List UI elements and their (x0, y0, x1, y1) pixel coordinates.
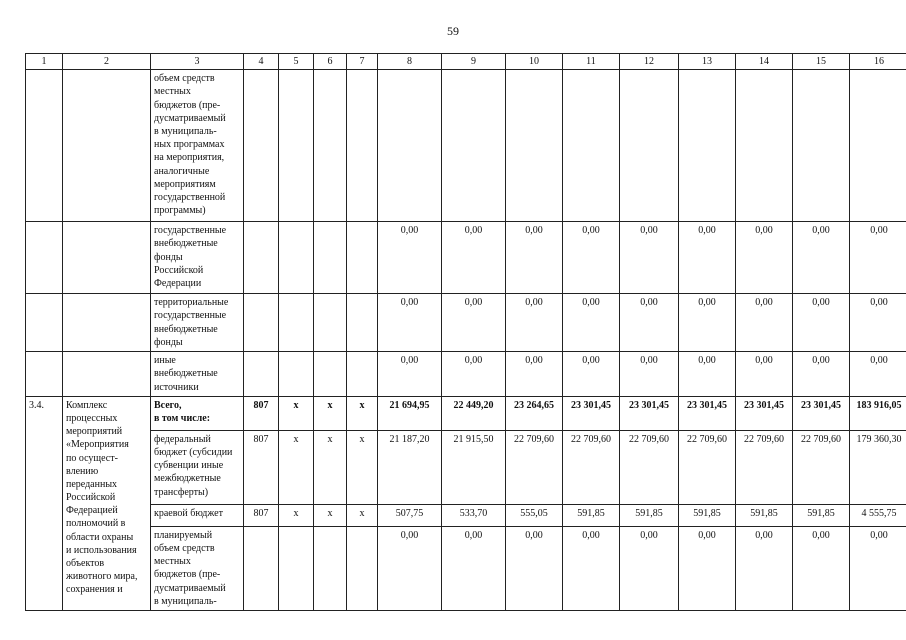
cell-source-line: внебюджетные (154, 238, 218, 250)
cell-source-line: межбюджетные (154, 473, 221, 485)
cell-source-line: аналогичные (154, 165, 210, 177)
cell-value: 22 709,60 (620, 430, 679, 504)
header-cell-1: 1 (26, 54, 63, 70)
cell-value: 591,85 (736, 504, 793, 526)
cell-value: 0,00 (793, 526, 850, 610)
cell-value: 0,00 (793, 352, 850, 397)
cell-number (26, 222, 63, 294)
cell-name (63, 222, 151, 294)
cell-source-line: объем средств (154, 542, 215, 554)
header-cell-12: 12 (620, 54, 679, 70)
cell-code (347, 70, 378, 222)
cell-source-line: Российской (154, 264, 204, 276)
cell-value: 0,00 (563, 352, 620, 397)
cell-source-line: планируемый (154, 529, 213, 541)
group-name-line: животного мира, (66, 571, 138, 583)
cell-source-line: на мероприятия, (154, 152, 225, 164)
cell-value (793, 70, 850, 222)
cell-value: 0,00 (506, 352, 563, 397)
cell-source-line: дусматриваемый (154, 112, 226, 124)
cell-code (279, 294, 314, 352)
header-cell-10: 10 (506, 54, 563, 70)
cell-value: 4 555,75 (850, 504, 906, 526)
cell-value: 22 709,60 (563, 430, 620, 504)
table-row (26, 294, 906, 352)
cell-source-line: местных (154, 86, 191, 98)
cell-value: 21 694,95 (378, 396, 442, 430)
cell-source-line: источники (154, 381, 199, 393)
group-name-line: процессных (66, 412, 118, 424)
header-cell-7: 7 (347, 54, 378, 70)
header-cell-16: 16 (850, 54, 906, 70)
cell-value: 0,00 (620, 526, 679, 610)
cell-type-code: х (347, 504, 378, 526)
cell-source-line: государственные (154, 310, 227, 322)
cell-source (151, 396, 244, 430)
cell-admin-code: 807 (244, 504, 279, 526)
group-name-line: переданных (66, 478, 118, 490)
cell-source-line: объем средств (154, 73, 215, 85)
table-row (26, 352, 906, 397)
cell-source-line: иные (154, 355, 176, 367)
cell-code (314, 70, 347, 222)
cell-value: 22 449,20 (442, 396, 506, 430)
cell-value: 23 301,45 (793, 396, 850, 430)
cell-value: 0,00 (736, 222, 793, 294)
header-cell-8: 8 (378, 54, 442, 70)
cell-source (151, 504, 244, 526)
cell-value (378, 70, 442, 222)
group-name-line: полномочий в (66, 518, 126, 530)
cell-value: 0,00 (563, 294, 620, 352)
cell-value: 555,05 (506, 504, 563, 526)
group-name-line: мероприятий (66, 426, 123, 438)
cell-value (563, 70, 620, 222)
cell-value: 0,00 (620, 352, 679, 397)
header-cell-6: 6 (314, 54, 347, 70)
header-cell-11: 11 (563, 54, 620, 70)
cell-value: 0,00 (442, 526, 506, 610)
cell-value: 0,00 (378, 222, 442, 294)
cell-value: 21 915,50 (442, 430, 506, 504)
header-cell-14: 14 (736, 54, 793, 70)
cell-admin-code: 807 (244, 396, 279, 430)
cell-name (63, 294, 151, 352)
cell-value: 591,85 (679, 504, 736, 526)
cell-source-line: субвенции иные (154, 460, 224, 472)
cell-value: 0,00 (736, 294, 793, 352)
cell-value: 0,00 (679, 526, 736, 610)
cell-source-line: в том числе: (154, 412, 211, 424)
cell-value: 591,85 (793, 504, 850, 526)
cell-value: 0,00 (378, 294, 442, 352)
table-row (26, 70, 906, 222)
group-name (63, 396, 151, 610)
table-row (26, 222, 906, 294)
cell-value: 21 187,20 (378, 430, 442, 504)
cell-source-line: Всего, (154, 399, 182, 411)
cell-value: 0,00 (679, 352, 736, 397)
table-row (26, 504, 906, 526)
group-name-line: и использования (66, 544, 137, 556)
cell-value: 0,00 (506, 526, 563, 610)
cell-value: 0,00 (506, 222, 563, 294)
cell-code (314, 222, 347, 294)
header-cell-5: 5 (279, 54, 314, 70)
cell-value: 0,00 (793, 222, 850, 294)
header-cell-2: 2 (63, 54, 151, 70)
group-name-line: по осущест- (66, 452, 118, 464)
cell-source-line: дусматриваемый (154, 582, 226, 594)
cell-value: 533,70 (442, 504, 506, 526)
cell-source-line: территориальные (154, 297, 229, 309)
cell-source (151, 526, 244, 610)
cell-value: 0,00 (736, 526, 793, 610)
cell-source-line: внебюджетные (154, 323, 218, 335)
cell-value (736, 70, 793, 222)
cell-type-code: х (347, 430, 378, 504)
cell-code (279, 70, 314, 222)
cell-value: 179 360,30 (850, 430, 906, 504)
group-name-line: влению (66, 465, 99, 477)
cell-section-code: х (279, 504, 314, 526)
cell-value: 0,00 (620, 294, 679, 352)
cell-value: 0,00 (850, 294, 906, 352)
cell-value: 0,00 (442, 352, 506, 397)
cell-name (63, 70, 151, 222)
cell-value: 23 301,45 (736, 396, 793, 430)
group-name-line: «Мероприятия (66, 439, 129, 451)
budget-table (25, 53, 906, 611)
page-number: 59 (447, 24, 459, 38)
cell-value: 591,85 (563, 504, 620, 526)
cell-code (347, 222, 378, 294)
group-name-line: Комплекс (66, 399, 108, 411)
cell-target-code (314, 526, 347, 610)
header-cell-15: 15 (793, 54, 850, 70)
cell-source-line: бюджет (субсидии (154, 446, 233, 458)
cell-code (244, 222, 279, 294)
cell-code (347, 352, 378, 397)
cell-value: 507,75 (378, 504, 442, 526)
table-row (26, 430, 906, 504)
cell-section-code: х (279, 430, 314, 504)
cell-source-line: государственные (154, 225, 227, 237)
cell-section-code: х (279, 396, 314, 430)
cell-value: 0,00 (620, 222, 679, 294)
cell-source-line: государственной (154, 191, 226, 203)
table-row (26, 526, 906, 610)
cell-value: 0,00 (506, 294, 563, 352)
cell-value: 22 709,60 (679, 430, 736, 504)
cell-target-code: х (314, 430, 347, 504)
cell-name (63, 352, 151, 397)
cell-source-line: мероприятиям (154, 178, 216, 190)
cell-value: 23 301,45 (620, 396, 679, 430)
cell-value: 0,00 (736, 352, 793, 397)
cell-value: 0,00 (563, 526, 620, 610)
cell-section-code (279, 526, 314, 610)
cell-value: 23 301,45 (679, 396, 736, 430)
cell-value: 0,00 (563, 222, 620, 294)
group-name-line: сохранения и (66, 584, 123, 596)
cell-value: 22 709,60 (736, 430, 793, 504)
cell-code (314, 294, 347, 352)
group-name-line: Российской (66, 492, 116, 504)
cell-code (347, 294, 378, 352)
cell-value: 591,85 (620, 504, 679, 526)
cell-source-line: краевой бюджет (154, 507, 223, 519)
cell-source-line: программы) (154, 205, 206, 217)
cell-source-line: бюджетов (пре- (154, 99, 221, 111)
cell-number (26, 294, 63, 352)
cell-target-code: х (314, 504, 347, 526)
group-name-line: Федерацией (66, 505, 118, 517)
cell-source-line: фонды (154, 251, 183, 263)
cell-code (279, 352, 314, 397)
cell-value: 0,00 (850, 352, 906, 397)
cell-value: 0,00 (679, 294, 736, 352)
cell-source-line: в муниципаль- (154, 125, 217, 137)
cell-value: 22 709,60 (793, 430, 850, 504)
group-number: 3.4. (26, 396, 63, 610)
group-name-line: области охраны (66, 531, 134, 543)
cell-value: 0,00 (442, 222, 506, 294)
cell-number (26, 352, 63, 397)
header-cell-3: 3 (151, 54, 244, 70)
cell-code (314, 352, 347, 397)
cell-source (151, 70, 244, 222)
cell-source-line: бюджетов (пре- (154, 569, 221, 581)
cell-source (151, 352, 244, 397)
cell-value: 0,00 (850, 526, 906, 610)
cell-value: 183 916,05 (850, 396, 906, 430)
cell-value: 0,00 (378, 526, 442, 610)
header-row (26, 54, 906, 70)
cell-source-line: местных (154, 556, 191, 568)
cell-value: 0,00 (793, 294, 850, 352)
cell-code (244, 294, 279, 352)
cell-target-code: х (314, 396, 347, 430)
cell-value: 0,00 (442, 294, 506, 352)
cell-source-line: ных программах (154, 139, 225, 151)
cell-source-line: федеральный (154, 433, 211, 445)
header-cell-4: 4 (244, 54, 279, 70)
cell-value: 22 709,60 (506, 430, 563, 504)
cell-code (244, 352, 279, 397)
header-cell-9: 9 (442, 54, 506, 70)
cell-value (506, 70, 563, 222)
cell-code (279, 222, 314, 294)
cell-value (442, 70, 506, 222)
cell-value (620, 70, 679, 222)
cell-value (850, 70, 906, 222)
cell-source-line: трансферты) (154, 486, 209, 498)
cell-number (26, 70, 63, 222)
cell-admin-code: 807 (244, 430, 279, 504)
cell-source (151, 222, 244, 294)
cell-value: 23 301,45 (563, 396, 620, 430)
cell-type-code (347, 526, 378, 610)
table-row (26, 396, 906, 430)
cell-value: 23 264,65 (506, 396, 563, 430)
cell-source (151, 430, 244, 504)
cell-code (244, 70, 279, 222)
cell-admin-code (244, 526, 279, 610)
cell-source (151, 294, 244, 352)
cell-value: 0,00 (378, 352, 442, 397)
cell-source-line: фонды (154, 336, 183, 348)
cell-source-line: в муниципаль- (154, 595, 217, 607)
cell-source-line: Федерации (154, 277, 202, 289)
cell-value: 0,00 (850, 222, 906, 294)
cell-source-line: внебюджетные (154, 368, 218, 380)
group-name-line: объектов (66, 558, 105, 569)
cell-value (679, 70, 736, 222)
header-cell-13: 13 (679, 54, 736, 70)
cell-value: 0,00 (679, 222, 736, 294)
cell-type-code: х (347, 396, 378, 430)
